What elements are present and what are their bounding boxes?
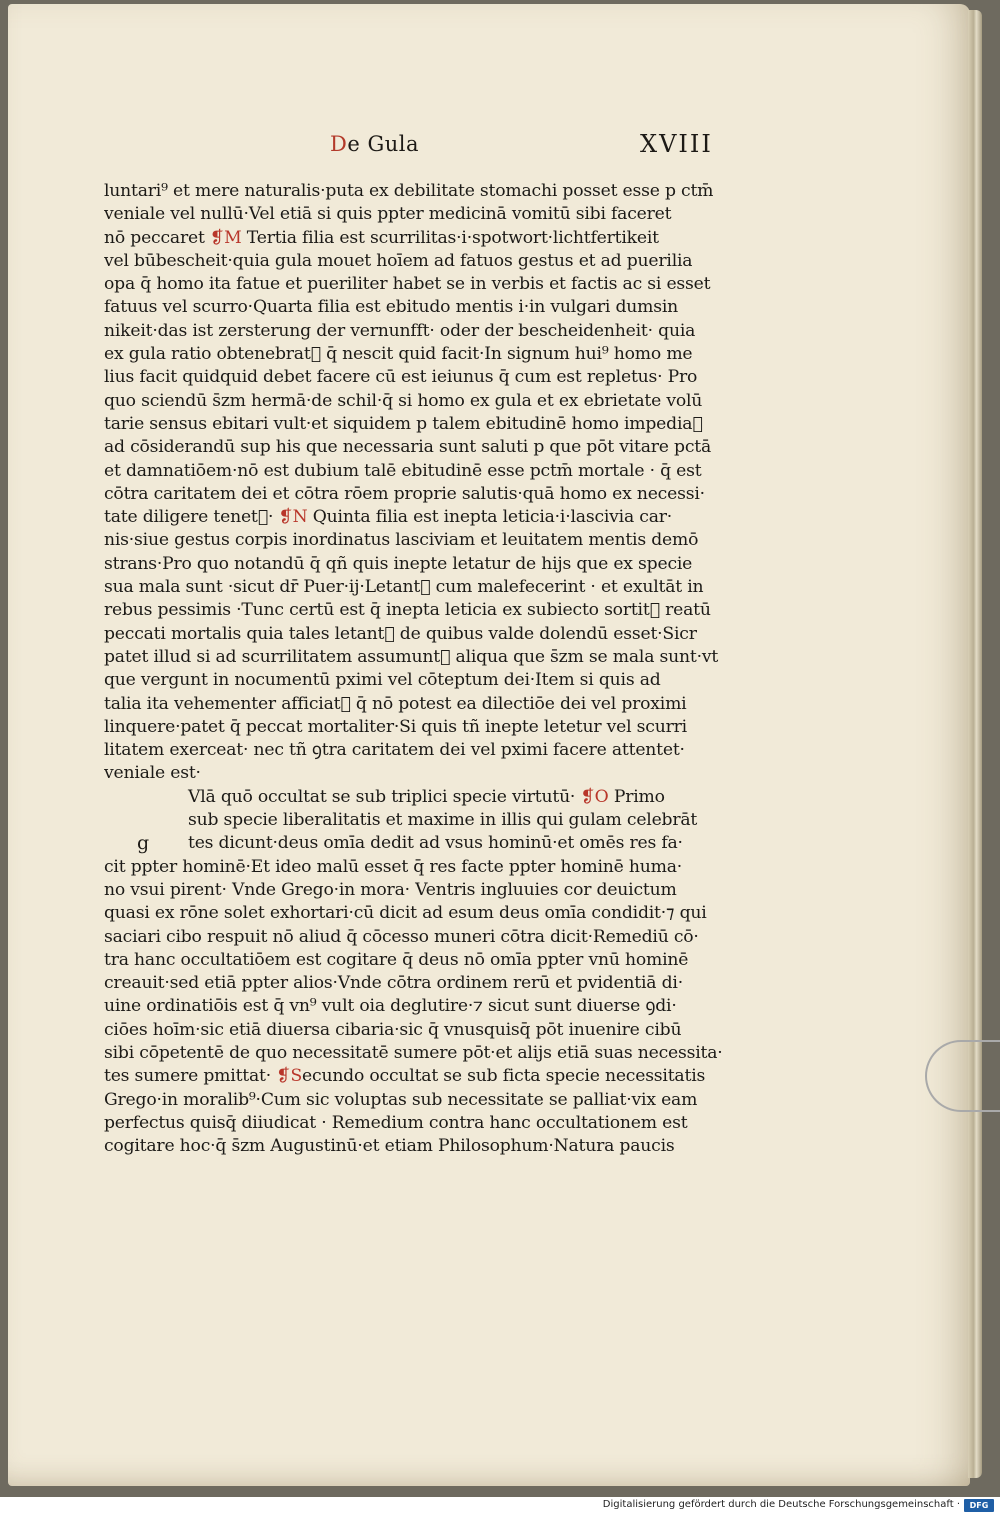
text-line: vel būbescheit·quia gula mouet hoīem ad fatuos gestus et ad puerilia	[104, 250, 693, 271]
text-line: tra hanc occultatiōem est cogitare q̄ deus nō omīa ppter vnū hominē	[104, 949, 689, 970]
text-line: luntari⁹ et mere naturalis·puta ex debilitate stomachi posset esse p ctm̄	[104, 181, 714, 201]
text-line: lius facit quidquid debet facere cū est ieiunus q̄ cum est repletus· Pro	[104, 367, 698, 388]
text-line: linquere·patet q̄ peccat mortaliter·Si quis tñ inepte letetur vel scurri	[104, 716, 687, 737]
text-line: tate diligere tenet᷑· ❡N Quinta filia est inepta leticia·i·lascivia car·	[104, 507, 673, 528]
text-line: rebus pessimis ·Tunc certū est q̄ inepta leticia ex subiecto sortit᷑ reatū	[104, 600, 711, 621]
text-line: strans·Pro quo notandū q̄ qñ quis inepte letatur de hijs que ex specie	[104, 553, 693, 574]
text-line: quo sciendū s̄zm hermā·de schil·q̄ si homo ex gula et ex ebrietate volū	[104, 390, 703, 411]
text-line: saciari cibo respuit nō aliud q̄ cōcesso muneri cōtra dicit·Remediū cō·	[104, 926, 699, 947]
text-line: patet illud si ad scurrilitatem assumunt᷑ aliqua que s̄zm se mala sunt·vt	[104, 646, 719, 667]
text-line: opa q̄ homo ita fatue et pueriliter habet se in verbis et factis ac si esset	[104, 274, 711, 295]
text-line: nō peccaret ❡M Tertia filia est scurrilitas·i·spotwort·lichtfertikeit	[104, 227, 659, 248]
text-line: uine ordinatiōis est q̄ vn⁹ vult oia deglutire·⁊ sicut sunt diuerse ꝯdi·	[104, 996, 677, 1017]
text-line: sua mala sunt ·sicut dr̄ Puer·ij·Letant᷑ cum malefecerint · et exultāt in	[104, 577, 704, 598]
text-line: no vsui pirent· Vnde Grego·in mora· Ventris ingluuies cor deuictum	[104, 879, 677, 900]
paper-clip	[925, 1040, 1000, 1112]
margin-note: g	[137, 832, 150, 854]
body-text	[104, 180, 744, 1158]
text-line: ex gula ratio obtenebrat᷑ q̄ nescit quid facit·In signum hui⁹ homo me	[104, 344, 693, 365]
running-title-initial: D	[330, 132, 348, 156]
text-line: que vergunt in nocumentū pximi vel cōteptum dei·Item si quis ad	[104, 670, 661, 691]
text-line: cōtra caritatem dei et cōtra rōem proprie salutis·quā homo ex necessi·	[104, 483, 705, 504]
text-line: veniale vel nullū·Vel etiā si quis ppter medicinā vomitū sibi faceret	[104, 204, 672, 225]
text-line: litatem exerceat· nec tñ ꝯtra caritatem dei vel pximi facere attentet·	[104, 740, 685, 761]
text-line: veniale est·	[104, 763, 201, 784]
text-line: quasi ex rōne solet exhortari·cū dicit ad esum deus omīa condidit·⁊ qui	[104, 903, 707, 924]
text-line: creauit·sed etiā ppter alios·Vnde cōtra ordinem rerū et pvidentiā di·	[104, 973, 683, 994]
text-line: sibi cōpetentē de quo necessitatē sumere pōt·et alijs etiā suas necessita·	[104, 1042, 723, 1063]
folio-number: XVIII	[640, 130, 713, 158]
footer-credit: Digitalisierung gefördert durch die Deutsche Forschungsgemeinschaft ·	[602, 1499, 960, 1510]
running-title-text: e Gula	[347, 132, 419, 156]
text-line: perfectus quisq̄ diiudicat · Remedium contra hanc occultationem est	[104, 1112, 688, 1133]
text-line: peccati mortalis quia tales letant᷑ de quibus valde dolendū esset·Sicr	[104, 623, 697, 644]
text-line: nikeit·das ist zersterung der vernunfft· oder der bescheidenheit· quia	[104, 320, 696, 341]
text-line: tes dicunt·deus omīa dedit ad vsus hominū·et omēs res fa·	[188, 833, 683, 854]
text-line: Vlā quō occultat se sub triplici specie virtutū· ❡O Primo	[188, 786, 665, 807]
text-line: fatuus vel scurro·Quarta filia est ebitudo mentis i·in vulgari dumsin	[104, 297, 679, 318]
text-line: ad cōsiderandū sup his que necessaria sunt saluti p que pōt vitare pctā	[104, 437, 712, 458]
text-line: et damnatiōem·nō est dubium talē ebitudinē esse pctm̄ mortale · q̄ est	[104, 460, 702, 481]
text-line: cogitare hoc·q̄ s̄zm Augustinū·et etiam Philosophum·Natura paucis	[104, 1136, 675, 1157]
text-line: talia ita vehementer afficiat᷑ q̄ nō potest ea dilectiōe dei vel proximi	[104, 693, 687, 714]
text-line: tarie sensus ebitari vult·et siquidem p talem ebitudinē homo impedia᷑	[104, 413, 703, 434]
dfg-logo: DFG	[964, 1499, 994, 1512]
text-line: nis·siue gestus corpis inordinatus lasciviam et leuitatem mentis demō	[104, 530, 699, 551]
running-title	[330, 132, 419, 156]
text-line: ciōes hoīm·sic etiā diuersa cibaria·sic q̄ vnusquisq̄ pōt inuenire cibū	[104, 1019, 682, 1040]
text-line: sub specie liberalitatis et maxime in illis qui gulam celebrāt	[188, 810, 698, 831]
text-line: Grego·in moralib⁹·Cum sic voluptas sub necessitate se palliat·vix eam	[104, 1089, 698, 1110]
footer-bar	[0, 1497, 1000, 1515]
text-line: tes sumere pmittat· ❡Secundo occultat se sub ficta specie necessitatis	[104, 1066, 706, 1087]
text-line: cit ppter hominē·Et ideo malū esset q̄ res facte ppter hominē huma·	[104, 856, 683, 877]
page-edge	[968, 10, 982, 1478]
